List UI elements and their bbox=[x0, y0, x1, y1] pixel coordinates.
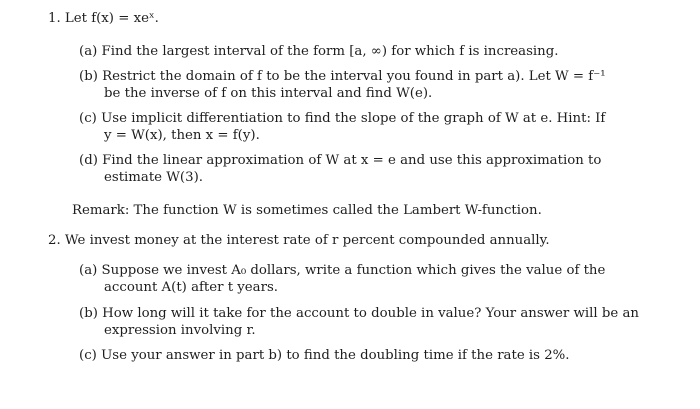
part-label: (b) bbox=[79, 306, 98, 321]
problem-2-part-a-continuation bbox=[104, 280, 278, 296]
problem-1-part-b bbox=[79, 69, 606, 85]
problem-1-remark bbox=[72, 203, 542, 219]
problem-2-part-b-continuation bbox=[104, 323, 256, 339]
part-text-line: Restrict the domain of f to be the interval you found in part a). Let W = f⁻¹ bbox=[102, 69, 606, 84]
problem-1-heading bbox=[48, 11, 159, 27]
problem-1-part-c bbox=[79, 111, 605, 127]
problem-1-part-d bbox=[79, 153, 601, 169]
part-text-line: Find the largest interval of the form [a, ∞) for which f is increasing. bbox=[101, 44, 559, 59]
part-label: (b) bbox=[79, 69, 98, 84]
remark-text: Remark: The function W is sometimes called the Lambert W-function. bbox=[72, 203, 542, 218]
part-text-line: Find the linear approximation of W at x = e and use this approximation to bbox=[102, 153, 602, 168]
problem-1-part-c-continuation bbox=[104, 128, 260, 144]
part-text-line: estimate W(3). bbox=[104, 170, 203, 185]
part-text-line: Use your answer in part b) to find the doubling time if the rate is 2%. bbox=[101, 348, 570, 363]
part-label: (c) bbox=[79, 111, 97, 126]
part-text-line: expression involving r. bbox=[104, 323, 256, 338]
part-text-line: be the inverse of f on this interval and find W(e). bbox=[104, 86, 433, 101]
problem-2-part-c bbox=[79, 348, 570, 364]
part-label: (d) bbox=[79, 153, 98, 168]
problem-1-part-a bbox=[79, 44, 558, 60]
problem-number: 2. bbox=[48, 233, 61, 248]
part-label: (c) bbox=[79, 348, 97, 363]
part-text-line: Suppose we invest A₀ dollars, write a function which gives the value of the bbox=[101, 263, 606, 278]
problem-2-part-b bbox=[79, 306, 639, 322]
part-text-line: How long will it take for the account to double in value? Your answer will be an bbox=[102, 306, 639, 321]
problem-1-part-d-continuation bbox=[104, 170, 203, 186]
part-text-line: account A(t) after t years. bbox=[104, 280, 279, 295]
part-label: (a) bbox=[79, 44, 98, 59]
problem-statement: We invest money at the interest rate of r percent compounded annually. bbox=[64, 233, 550, 248]
problem-statement: Let f(x) = xeˣ. bbox=[64, 11, 159, 26]
problem-1-part-b-continuation bbox=[104, 86, 432, 102]
problem-2-heading bbox=[48, 233, 550, 249]
problem-2-part-a bbox=[79, 263, 605, 279]
part-label: (a) bbox=[79, 263, 98, 278]
part-text-line: Use implicit differentiation to find the slope of the graph of W at e. Hint: If bbox=[101, 111, 606, 126]
part-text-line: y = W(x), then x = f(y). bbox=[104, 128, 260, 143]
problem-number: 1. bbox=[48, 11, 61, 26]
